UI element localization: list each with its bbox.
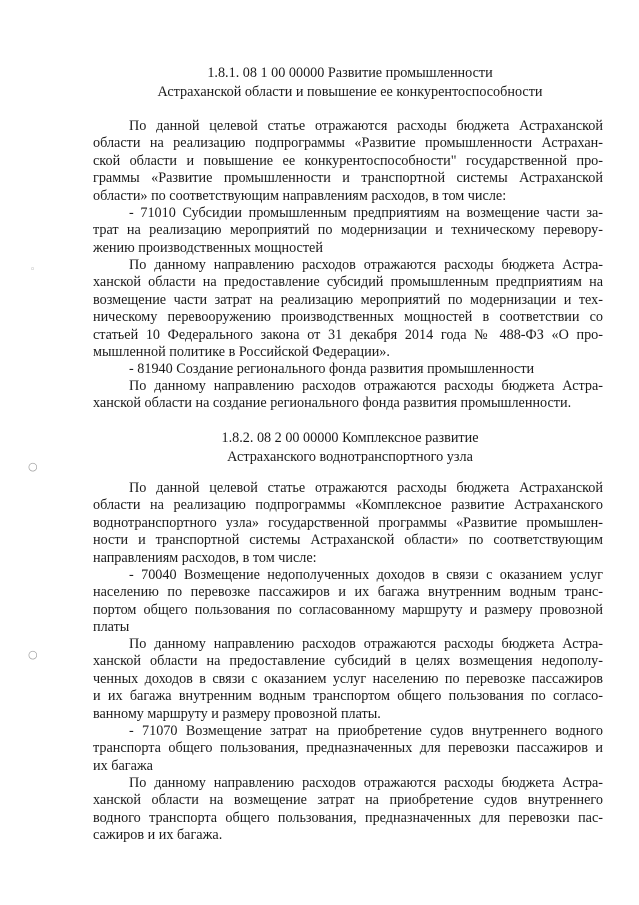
- text-line: По данному направлению расходов отражаются расходы бюджета Астра-: [129, 257, 603, 273]
- text-line: ханской области на предоставление субсидий в целях возмещения недополу-: [93, 653, 603, 670]
- text-line: области на реализацию подпрограммы «Развитие промышленности Астрахан-: [93, 135, 603, 152]
- text-line: По данному направлению расходов отражаются расходы бюджета Астра-: [129, 636, 603, 652]
- text-line: трат на реализацию мероприятий по модернизации и техническому перевору-: [93, 222, 603, 239]
- text-line: их багажа: [93, 757, 153, 774]
- text-line: направлениям расходов, в том числе:: [93, 549, 317, 566]
- text-line: ханской области на возмещение затрат на приобретение судов внутреннего: [93, 792, 603, 809]
- text-line: По данному направлению расходов отражаются расходы бюджета Астра-: [129, 775, 603, 791]
- section-1-heading-line-2: Астраханской области и повышение ее конкурентоспособности: [157, 84, 543, 100]
- section-2-heading-line-1: 1.8.2. 08 2 00 00000 Комплексное развитие: [221, 430, 479, 446]
- text-line: жению производственных мощностей: [93, 239, 323, 256]
- margin-mark-3: ○: [28, 648, 38, 661]
- margin-mark-2: ○: [28, 460, 38, 473]
- text-line: ности и транспортной системы Астраханской области» по соответствующим: [93, 532, 603, 549]
- text-line: портом общего пользования по согласованному маршруту и размеру провозной: [93, 601, 603, 618]
- margin-mark-1: ◦: [30, 265, 36, 275]
- text-line: транспорта общего пользования, предназначенных для перевозки пассажиров и: [93, 740, 603, 757]
- text-line: - 70040 Возмещение недополученных доходов в связи с оказанием услуг: [129, 567, 603, 583]
- text-line: ханской области на создание регионального фонда развития промышленности.: [93, 395, 572, 412]
- text-line: водного транспорта общего пользования, предназначенных для перевозки пас-: [93, 809, 603, 826]
- text-line: По данной целевой статье отражаются расходы бюджета Астраханской: [129, 118, 603, 134]
- section-1-heading: [100, 64, 600, 102]
- text-line: граммы «Развитие промышленности и транспортной системы Астраханской: [93, 170, 603, 187]
- section-1-heading-line-1: 1.8.1. 08 1 00 00000 Развитие промышленности: [207, 65, 493, 81]
- section-2-paragraph-1: [93, 480, 603, 567]
- text-line: ской области и повышение ее конкурентоспособности" государственной про-: [93, 152, 603, 169]
- text-line: ванному маршруту и размеру провозной платы.: [93, 705, 381, 722]
- section-1-paragraph-1: [93, 118, 603, 205]
- section-1-paragraph-3: [93, 257, 603, 361]
- section-2-heading-line-2: Астраханского воднотранспортного узла: [227, 449, 473, 465]
- text-line: возмещение части затрат на реализацию мероприятий по модернизации и тех-: [93, 291, 603, 308]
- text-line: - 71070 Возмещение затрат на приобретение судов внутреннего водного: [129, 723, 603, 739]
- text-line: мышленной политике в Российской Федерации».: [93, 344, 390, 361]
- text-line: и их багажа внутренним водным транспортом общего пользования по согласо-: [93, 688, 603, 705]
- section-1-paragraph-2: [93, 205, 603, 257]
- text-line: ническому перевооружению производственных мощностей в соответствии со: [93, 309, 603, 326]
- section-2-paragraph-2: [93, 567, 603, 637]
- text-line: воднотранспортного узла» государственной программы «Развитие промышлен-: [93, 514, 603, 531]
- text-line: - 71010 Субсидии промышленным предприятиям на возмещение части за-: [129, 205, 603, 221]
- text-line: - 81940 Создание регионального фонда развития промышленности: [129, 361, 535, 377]
- section-1-paragraph-5: [93, 378, 603, 413]
- text-line: области на реализацию подпрограммы «Комплексное развитие Астраханского: [93, 497, 603, 514]
- section-2-paragraph-5: [93, 775, 603, 845]
- text-line: ханской области на предоставление субсидий промышленным предприятиям на: [93, 274, 603, 291]
- text-line: населению по перевозке пассажиров и их багажа внутренним водным транс-: [93, 584, 603, 601]
- text-line: сажиров и их багажа.: [93, 827, 223, 844]
- text-line: ченных доходов в связи с оказанием услуг населению по перевозке пассажиров: [93, 670, 603, 687]
- text-line: платы: [93, 619, 130, 636]
- text-line: статьей 10 Федерального закона от 31 декабря 2014 года № 488-ФЗ «О про-: [93, 326, 603, 343]
- section-2-paragraph-3: [93, 636, 603, 723]
- section-2-heading: [100, 429, 600, 467]
- text-line: По данному направлению расходов отражаются расходы бюджета Астра-: [129, 378, 603, 394]
- text-line: области» по соответствующим направлениям расходов, в том числе:: [93, 187, 507, 204]
- section-2-paragraph-4: [93, 723, 603, 775]
- text-line: По данной целевой статье отражаются расходы бюджета Астраханской: [129, 480, 603, 496]
- section-1-paragraph-4: [93, 361, 603, 378]
